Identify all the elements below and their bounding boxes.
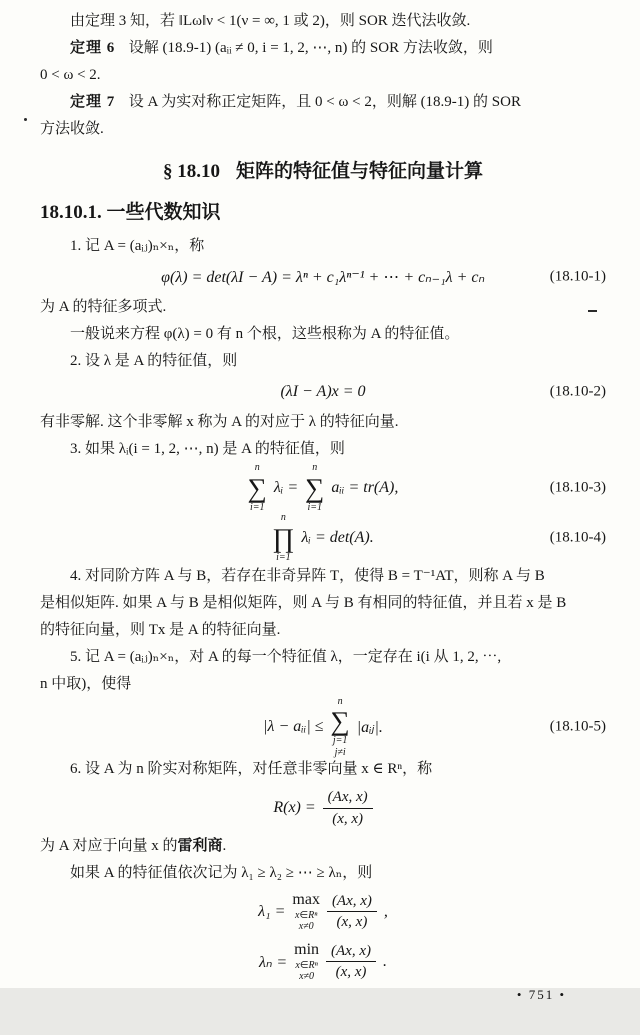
fraction-numerator: (Ax, x)	[326, 942, 376, 963]
item2-after-line: 有非零解. 这个非零解 x 称为 A 的对应于 λ 的特征向量.	[40, 414, 399, 430]
sum-operator	[305, 462, 324, 513]
item2-line: 2. 设 λ 是 A 的特征值，则	[70, 353, 238, 369]
sum-operator	[331, 696, 350, 759]
theorem7-label: 定理 7	[70, 94, 116, 110]
equation-18-10-1-formula: φ(λ) = det(λI − A) = λⁿ + c₁λⁿ⁻¹ + ⋯ + cₙ₋₁λ + cₙ	[161, 269, 485, 286]
item6-line: 6. 设 A 为 n 阶实对称矩阵，对任意非零向量 x ∈ Rⁿ，称	[70, 761, 433, 777]
sum-lower-limit: i=1	[307, 502, 323, 514]
equation-18-10-4-formula	[272, 512, 373, 563]
sigma-symbol: ∑	[247, 472, 267, 503]
theorem7-text: 设 A 为实对称正定矩阵，且 0 < ω < 2，则解 (18.9-1) 的 SOR	[128, 94, 521, 110]
fraction	[327, 892, 377, 933]
fraction-denominator: (x, x)	[336, 914, 368, 931]
fraction-denominator: (x, x)	[335, 964, 367, 981]
equation-term: λ₁ =	[258, 902, 286, 920]
rayleigh-term: 雷利商	[177, 838, 223, 854]
item3-line: 3. 如果 λᵢ(i = 1, 2, ⋯, n) 是 A 的特征值，则	[70, 441, 345, 457]
max-operator	[292, 891, 320, 932]
equation-term: λᵢ = det(A).	[301, 529, 374, 546]
sum-upper-limit: n	[254, 462, 260, 474]
theorem6-label: 定理 6	[70, 40, 116, 56]
equation-18-10-4	[40, 512, 606, 564]
equation-punctuation: .	[382, 952, 387, 970]
max-condition: x∈Rⁿ	[294, 909, 318, 921]
fraction-numerator: (Ax, x)	[327, 892, 377, 913]
eigenvalue-order-line: 如果 A 的特征值依次记为 λ₁ ≥ λ₂ ≥ ⋯ ≥ λₙ，则	[70, 865, 373, 881]
rayleigh-quotient-equation	[40, 785, 606, 831]
page-number: • 751 •	[516, 987, 566, 1002]
item4-line1: 4. 对同阶方阵 A 与 B，若存在非奇异阵 T，使得 B = T⁻¹AT，则称 A 与 B	[70, 568, 545, 584]
lambda-max-equation	[40, 889, 606, 935]
min-condition: x≠0	[299, 971, 315, 983]
equation-term: λₙ =	[259, 953, 288, 971]
intro-line: 由定理 3 知，若 ‖Lω‖ν < 1(ν = ∞, 1 或 2)，则 SOR 迭代法收敛.	[70, 13, 471, 29]
rayleigh-quotient-formula	[273, 788, 372, 829]
sum-upper-limit: n	[312, 462, 318, 474]
scan-speck	[588, 310, 597, 312]
equation-18-10-3-formula	[248, 462, 399, 513]
item1-after-line: 为 A 的特征多项式.	[40, 299, 167, 315]
min-symbol: min	[294, 941, 320, 959]
product-upper-limit: n	[280, 512, 286, 524]
rayleigh-period: .	[222, 838, 227, 854]
theorem7-line	[40, 89, 606, 116]
rayleigh-text: 为 A 对应于向量 x 的	[40, 838, 178, 854]
equation-term: R(x) =	[273, 799, 316, 816]
equation-18-10-1-number: (18.10-1)	[549, 268, 606, 285]
sum-operator	[248, 462, 267, 513]
min-condition: x∈Rⁿ	[295, 959, 318, 971]
item5-line1: 5. 记 A = (aᵢⱼ)ₙ×ₙ，对 A 的每一个特征值 λ，一定存在 i(i 从 1, 2, ⋯,	[70, 649, 502, 665]
min-operator	[294, 941, 319, 982]
item1-line: 1. 记 A = (aᵢⱼ)ₙ×ₙ，称	[70, 238, 205, 254]
roots-paragraph: 一般说来方程 φ(λ) = 0 有 n 个根，这些根称为 A 的特征值。	[70, 326, 460, 342]
fraction-denominator: (x, x)	[332, 810, 364, 827]
equation-18-10-2-number: (18.10-2)	[549, 383, 606, 400]
pi-symbol: ∏	[272, 522, 295, 553]
equation-18-10-5	[40, 695, 606, 758]
sum-lower-limit: j=1	[332, 735, 348, 747]
fraction-numerator: (Ax, x)	[323, 788, 373, 809]
max-condition: x≠0	[298, 921, 314, 933]
sum-lower-condition: j≠i	[334, 746, 346, 758]
fraction	[323, 788, 373, 829]
equation-18-10-3	[40, 462, 606, 514]
product-operator	[272, 512, 294, 563]
theorem6-continuation: 0 < ω < 2.	[40, 67, 101, 83]
equation-18-10-2-formula: (λI − A)x = 0	[280, 383, 366, 400]
lambda-min-equation	[40, 939, 606, 985]
lambda-min-formula	[259, 941, 387, 982]
equation-term: aᵢᵢ = tr(A),	[331, 479, 399, 496]
theorem6-line	[40, 35, 606, 62]
item4-line3: 的特征向量，则 Tx 是 A 的特征向量.	[40, 622, 281, 638]
section-number: § 18.10	[162, 161, 220, 182]
theorem7-continuation: 方法收敛.	[40, 121, 104, 137]
equation-18-10-1	[40, 262, 606, 292]
equation-18-10-2	[40, 377, 606, 407]
product-lower-limit: i=1	[276, 552, 291, 564]
sum-upper-limit: n	[337, 695, 343, 707]
theorem6-text: 设解 (18.9-1) (aᵢᵢ ≠ 0, i = 1, 2, ⋯, n) 的 SOR 方法收敛，则	[128, 40, 493, 56]
equation-18-10-5-number: (18.10-5)	[549, 718, 606, 735]
lambda-max-formula	[258, 891, 388, 932]
equation-term: |aᵢⱼ|.	[356, 719, 383, 736]
sigma-symbol: ∑	[305, 472, 325, 503]
scan-speck	[24, 118, 27, 121]
sigma-symbol: ∑	[330, 706, 350, 737]
max-symbol: max	[292, 891, 320, 909]
item4-line2: 是相似矩阵. 如果 A 与 B 是相似矩阵，则 A 与 B 有相同的特征值，并且若 x 是 B	[40, 595, 567, 611]
equation-term: |λ − aᵢᵢ| ≤	[263, 718, 324, 735]
equation-term: λᵢ =	[273, 479, 299, 496]
section-title: 矩阵的特征值与特征向量计算	[235, 161, 483, 182]
fraction	[326, 942, 376, 983]
equation-punctuation: ,	[383, 902, 388, 920]
equation-18-10-4-number: (18.10-4)	[549, 529, 606, 546]
equation-18-10-5-formula	[263, 696, 383, 759]
item5-line2: n 中取)，使得	[40, 676, 132, 692]
subsection-heading: 18.10.1. 一些代数知识	[40, 202, 221, 223]
section-heading	[40, 155, 606, 189]
equation-18-10-3-number: (18.10-3)	[549, 479, 606, 496]
rayleigh-label-line	[40, 833, 606, 860]
sum-lower-limit: i=1	[249, 502, 265, 514]
